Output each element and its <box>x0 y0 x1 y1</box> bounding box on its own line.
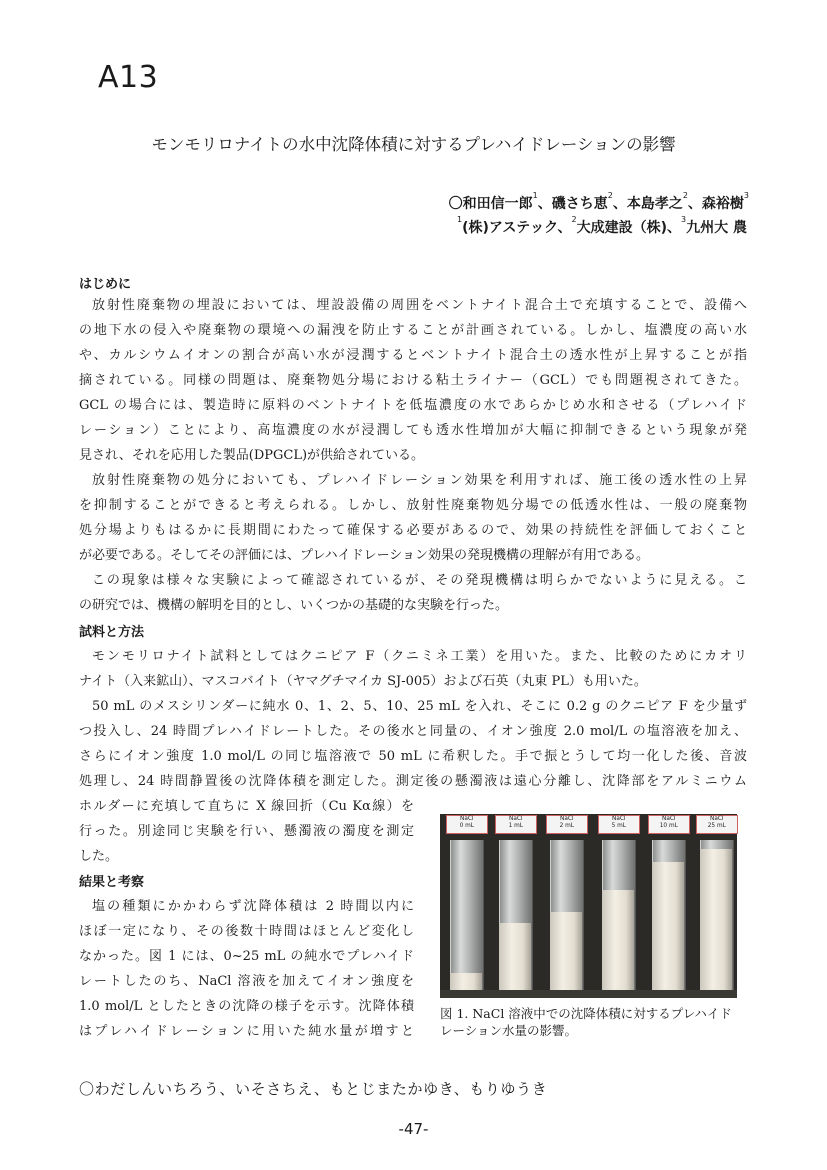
affiliation: 九州大 農 <box>686 220 747 236</box>
label-volume: 2 mL <box>559 823 574 829</box>
label-salt: NaCl <box>460 816 474 822</box>
body-line: GCL の場合には、製造時に原料のベントナイトを低塩濃度の水であらかじめ水和させる（プレハイド <box>79 398 747 413</box>
label-volume: 10 mL <box>659 823 678 829</box>
cylinder-label <box>648 815 690 834</box>
label-volume: 1 mL <box>508 823 523 829</box>
body-line: さらにイオン強度 1.0 mol/L の同じ塩溶液で 50 mL に希釈した。手で振とうして均一化した後、音波 <box>79 749 747 764</box>
label-salt: NaCl <box>560 816 574 822</box>
affiliation: (株)アステック <box>462 220 558 236</box>
affil-mark: 1 <box>457 215 463 224</box>
author-name: 和田信一郎 <box>462 196 533 212</box>
cylinder-label <box>546 815 588 834</box>
affil-mark: 2 <box>571 215 577 224</box>
author-name: 磯さち恵 <box>551 196 608 212</box>
section-heading-results: 結果と考察 <box>79 875 145 890</box>
label-salt: NaCl <box>509 816 523 822</box>
body-line: この現象は様々な実験によって確認されているが、その発現機構は明らかでないように見える。こ <box>92 573 747 588</box>
label-salt: NaCl <box>710 816 724 822</box>
author-reading: 〇わだしんいちろう、いそさちえ、もとじまたかゆき、もりゆうき <box>79 1080 548 1098</box>
photo-base <box>440 990 737 998</box>
cylinder-10ml <box>648 814 694 998</box>
page-number: -47- <box>398 1120 429 1138</box>
affil-mark: 3 <box>681 215 687 224</box>
body-line: した。 <box>79 849 119 864</box>
cylinder-label <box>696 815 738 834</box>
cylinder-2ml <box>546 814 592 998</box>
cylinder-label <box>598 815 640 834</box>
body-line: ナイト（入来鉱山）、マスコバイト（ヤマグチマイカ SJ-005）および石英（丸東 PL）も用いた。 <box>79 674 647 689</box>
figure-1-photo <box>440 814 737 998</box>
body-line: レートしたのち、NaCl 溶液を加えてイオン強度を <box>79 974 414 989</box>
cylinder-0ml <box>446 814 492 998</box>
author-name: 森裕樹 <box>701 196 744 212</box>
affiliation-list: $^1$(株)アステック、$^2$大成建設（株)、$^3$九州大 農 <box>457 215 747 236</box>
cylinder-label <box>495 815 537 834</box>
body-line: を抑制することができると考えられる。しかし、放射性廃棄物処分場での低透水性は、一般の廃棄物 <box>79 498 747 513</box>
cylinder-1ml <box>495 814 541 998</box>
body-line: モンモリロナイト試料としてはクニピア F（クニミネ工業）を用いた。また、比較のためにカオリ <box>92 649 747 664</box>
body-line: 行った。別途同じ実験を行い、懸濁液の濁度を測定 <box>79 824 414 839</box>
sediment-column <box>550 912 582 990</box>
author-affil-mark: 3 <box>743 191 749 200</box>
label-volume: 5 mL <box>611 823 626 829</box>
author-affil-mark: 2 <box>682 191 688 200</box>
body-line: 摘されている。同様の問題は、廃棄物処分場における粘土ライナー（GCL）でも問題視されてきた。 <box>79 373 747 388</box>
sediment-column <box>652 862 684 990</box>
sediment-column <box>450 973 482 991</box>
body-line: 見され、それを応用した製品(DPGCL)が供給されている。 <box>79 448 425 463</box>
author-name: 本島孝之 <box>626 196 683 212</box>
body-line: ほぼ一定になり、その後数十時間はほとんど変化し <box>79 924 414 939</box>
body-line: レーション）ことにより、高塩濃度の水が浸潤しても透水性増加が大幅に抑制できるという現象が発 <box>79 423 747 438</box>
author-list: 〇和田信一郎$^1$、磯さち恵$^2$、本島孝之$^2$、森裕樹$^3$ <box>448 191 749 212</box>
section-heading-intro: はじめに <box>79 277 132 292</box>
label-volume: 0 mL <box>459 823 474 829</box>
label-salt: NaCl <box>612 816 626 822</box>
cylinder-glass <box>450 840 484 991</box>
body-line: の地下水の侵入や廃棄物の環境への漏洩を防止することが計画されている。しかし、塩濃度の高い水 <box>79 323 747 338</box>
body-line: なかった。図 1 には、0~25 mL の純水でプレハイド <box>79 949 414 964</box>
body-line: 放射性廃棄物の処分においても、プレハイドレーション効果を利用すれば、施工後の透水性の上昇 <box>92 473 747 488</box>
section-heading-methods: 試料と方法 <box>79 625 145 640</box>
label-salt: NaCl <box>662 816 676 822</box>
body-line: 塩の種類にかかわらず沈降体積は 2 時間以内に <box>92 899 414 914</box>
affiliation: 大成建設（株) <box>576 220 668 236</box>
author-affil-mark: 2 <box>607 191 613 200</box>
sediment-column <box>700 849 732 991</box>
body-line: ホルダーに充填して直ちに X 線回折（Cu Kα線）を <box>79 799 414 814</box>
sediment-column <box>499 923 531 991</box>
body-line: 放射性廃棄物の埋設においては、埋設設備の周囲をベントナイト混合土で充填することで、設備へ <box>92 298 747 313</box>
author-affil-mark: 1 <box>532 191 538 200</box>
body-line: 1.0 mol/L としたときの沈降の様子を示す。沈降体積 <box>79 999 414 1014</box>
body-line: が必要である。そしてその評価には、プレハイドレーション効果の発現機構の理解が有用である。 <box>79 548 650 563</box>
cylinder-25ml <box>696 814 742 998</box>
sediment-column <box>602 890 634 991</box>
body-line: や、カルシウムイオンの割合が高い水が浸潤するとベントナイト混合土の透水性が上昇することが指 <box>79 348 747 363</box>
abstract-code: A13 <box>98 60 159 95</box>
body-line: 50 mL のメスシリンダーに純水 0、1、2、5、10、25 mL を入れ、そこに 0.2 g のクニピア F を少量ず <box>92 699 747 714</box>
body-line: はプレハイドレーションに用いた純水量が増すと <box>79 1024 414 1039</box>
paper-title: モンモリロナイトの水中沈降体積に対するプレハイドレーションの影響 <box>151 135 676 154</box>
cylinder-5ml <box>598 814 644 998</box>
cylinder-label <box>446 815 488 834</box>
body-line: の研究では、機構の解明を目的とし、いくつかの基礎的な実験を行った。 <box>79 598 509 613</box>
body-line: 処理し、24 時間静置後の沈降体積を測定した。測定後の懸濁液は遠心分離し、沈降部をアルミニウム <box>79 774 747 789</box>
body-line: 処分場よりもはるかに長期間にわたって確保する必要があるので、効果の持続性を評価しておくこと <box>79 523 747 538</box>
body-line: つ投入し、24 時間プレハイドレートした。その後水と同量の、イオン強度 2.0 mol/L の塩溶液を加え、 <box>79 724 747 739</box>
author-prefix: 〇 <box>448 196 463 212</box>
label-volume: 25 mL <box>707 823 726 829</box>
figure-caption: 図 1. NaCl 溶液中での沈降体積に対するプレハイドレーション水量の影響。 <box>440 1006 732 1038</box>
